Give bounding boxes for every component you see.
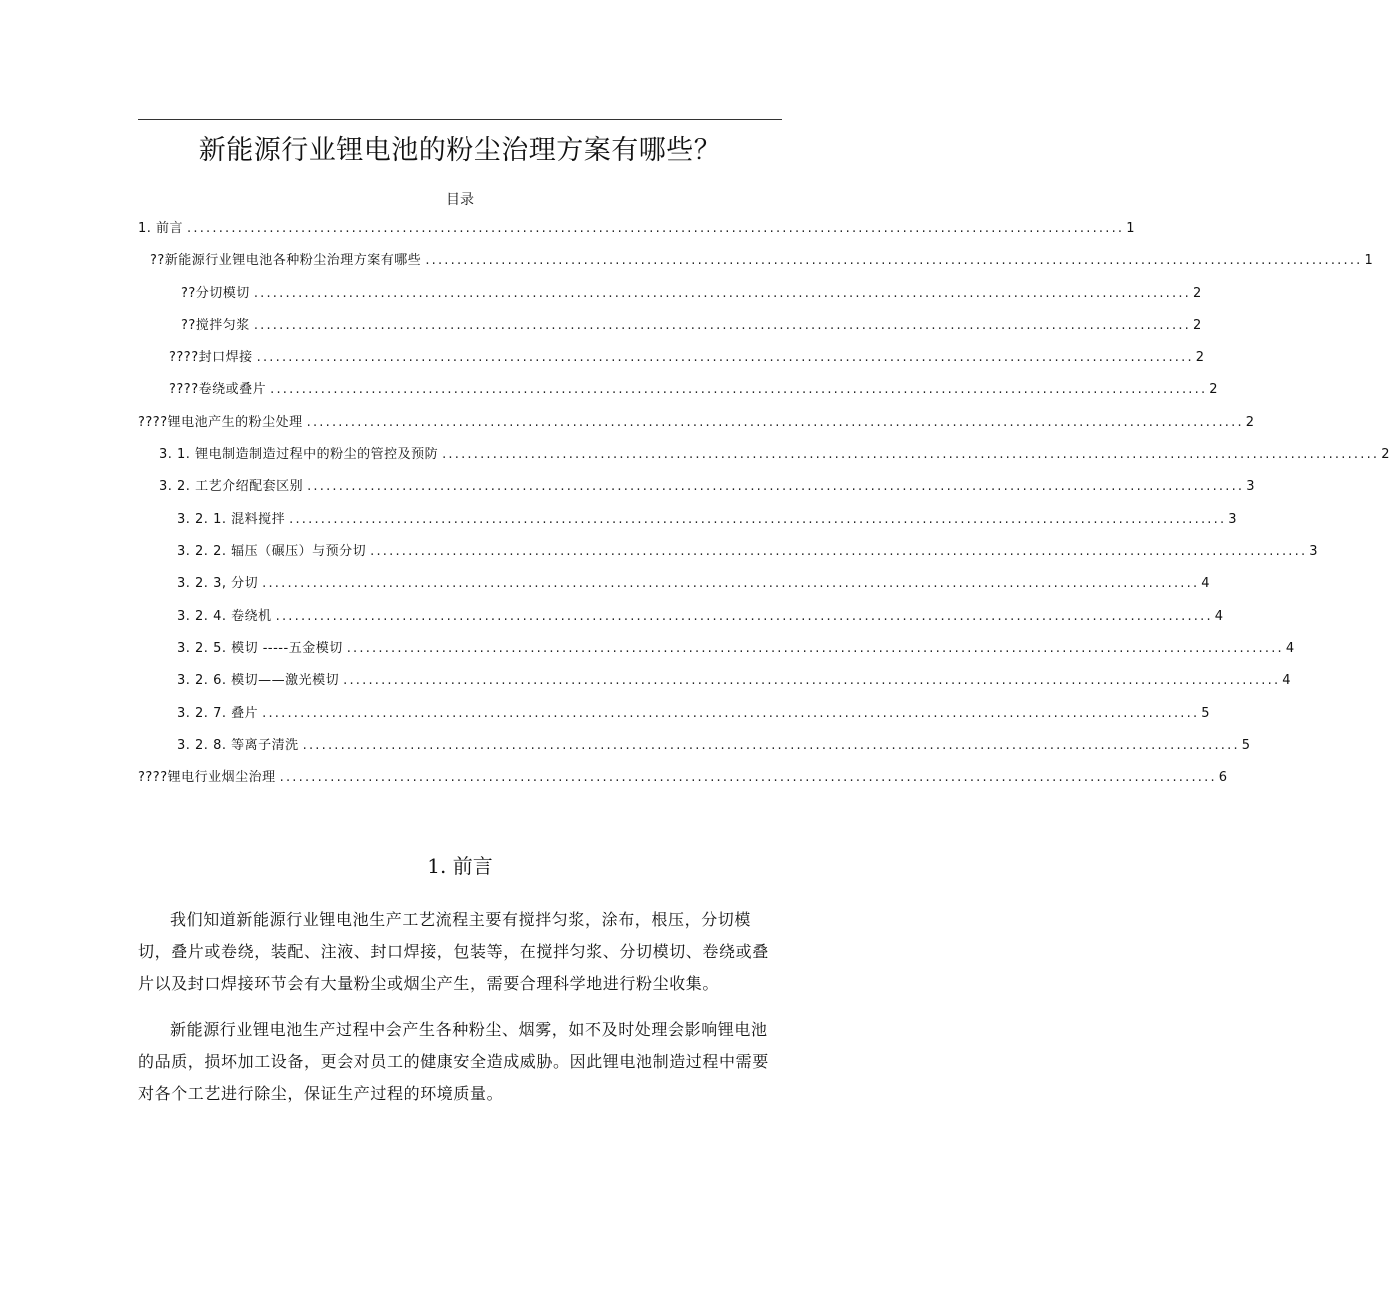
toc-entry-page: 5: [1241, 738, 1251, 753]
toc-entry[interactable]: [169, 343, 1205, 365]
toc-leader-dots: ....................................................................................................................................................: [275, 609, 1213, 624]
toc-entry[interactable]: [138, 408, 1255, 430]
toc-entry-page: 6: [1218, 770, 1228, 785]
toc-entry-page: 5: [1201, 706, 1210, 721]
toc-entry[interactable]: [177, 537, 1318, 559]
toc-entry-page: 3: [1228, 512, 1237, 527]
toc-entry-label: 3. 2. 5. 模切 -----五金模切: [177, 641, 343, 656]
body-paragraph: 新能源行业锂电池生产过程中会产生各种粉尘、烟雾，如不及时处理会影响锂电池的品质，损坏加工设备，更会对员工的健康安全造成威胁。因此锂电池制造过程中需要对各个工艺进行除尘，保证生产过程的环境质量。: [138, 1020, 769, 1103]
toc-entry-label: 3. 2. 工艺介绍配套区别: [159, 479, 304, 494]
toc-entry[interactable]: [150, 246, 1373, 268]
toc-entry[interactable]: [169, 375, 1218, 397]
toc-entry[interactable]: [177, 569, 1210, 591]
toc-entry-label: 3. 2. 2. 辐压（碾压）与预分切: [177, 544, 367, 559]
toc-leader-dots: ....................................................................................................................................................: [306, 415, 1244, 430]
toc-entry-page: 2: [1381, 447, 1390, 462]
toc-entry-label: 3. 2. 8. 等离子清洗: [177, 738, 299, 753]
toc-entry[interactable]: [177, 731, 1251, 753]
toc-entry-page: 2: [1245, 415, 1255, 430]
toc-entry-label: ????锂电池产生的粉尘处理: [138, 415, 303, 430]
toc-entry-label: 3. 2. 7. 叠片: [177, 706, 259, 721]
toc-leader-dots: ....................................................................................................................................................: [346, 641, 1284, 656]
toc-leader-dots: ....................................................................................................................................................: [270, 382, 1208, 397]
header-rule: [138, 119, 782, 120]
toc-entry-page: 2: [1193, 318, 1202, 333]
toc-entry[interactable]: [159, 472, 1255, 494]
toc-leader-dots: ....................................................................................................................................................: [289, 512, 1227, 527]
toc-entry[interactable]: [177, 666, 1291, 688]
toc-leader-dots: ....................................................................................................................................................: [370, 544, 1308, 559]
toc-entry-page: 4: [1214, 609, 1224, 624]
toc-entry[interactable]: [181, 311, 1202, 333]
toc-entry-label: 1. 前言: [138, 221, 184, 236]
toc-leader-dots: ....................................................................................................................................................: [262, 576, 1200, 591]
toc-entry-page: 2: [1195, 350, 1205, 365]
toc-leader-dots: ....................................................................................................................................................: [187, 221, 1125, 236]
toc-entry-label: 3. 1. 锂电制造制造过程中的粉尘的管控及预防: [159, 447, 439, 462]
toc-entry-page: 4: [1201, 576, 1210, 591]
toc-leader-dots: ....................................................................................................................................................: [307, 479, 1245, 494]
toc-entry-page: 4: [1285, 641, 1295, 656]
toc-entry-page: 2: [1209, 382, 1218, 397]
toc-leader-dots: ....................................................................................................................................................: [279, 770, 1217, 785]
toc-leader-dots: ....................................................................................................................................................: [343, 673, 1281, 688]
toc-entry-page: 4: [1282, 673, 1291, 688]
toc-entry-label: 3. 2. 6. 模切——激光模切: [177, 673, 340, 688]
toc-leader-dots: ....................................................................................................................................................: [442, 447, 1380, 462]
toc-entry-label: 3. 2. 1. 混料搅拌: [177, 512, 286, 527]
toc-entry-page: 3: [1309, 544, 1318, 559]
document-title: 新能源行业锂电池的粉尘治理方案有哪些？: [198, 135, 722, 166]
toc-leader-dots: ....................................................................................................................................................: [425, 253, 1363, 268]
toc-entry-label: ????卷绕或叠片: [169, 382, 267, 397]
toc-entry[interactable]: [177, 505, 1237, 527]
toc-heading: 目录: [446, 192, 474, 208]
toc-entry[interactable]: [138, 214, 1135, 236]
toc-entry-page: 3: [1246, 479, 1255, 494]
toc-entry[interactable]: [177, 602, 1224, 624]
section-heading-preface: 1. 前言: [427, 854, 493, 878]
toc-entry-label: 3. 2. 4. 卷绕机: [177, 609, 272, 624]
toc-entry[interactable]: [177, 634, 1295, 656]
toc-leader-dots: ....................................................................................................................................................: [302, 738, 1240, 753]
toc-entry[interactable]: [138, 763, 1228, 785]
toc-entry-label: ????封口焊接: [169, 350, 253, 365]
toc-entry-label: ??搅拌匀浆: [181, 318, 250, 333]
toc-entry-page: 2: [1193, 286, 1202, 301]
toc-entry-label: ??新能源行业锂电池各种粉尘治理方案有哪些: [150, 253, 422, 268]
toc-leader-dots: ....................................................................................................................................................: [256, 350, 1194, 365]
toc-entry-page: 1: [1126, 221, 1135, 236]
toc-entry-label: ??分切模切: [181, 286, 250, 301]
body-paragraph: 我们知道新能源行业锂电池生产工艺流程主要有搅拌匀浆，涂布，根压，分切模切，叠片或卷绕，装配、注液、封口焊接，包装等，在搅拌匀浆、分切模切、卷绕或叠片以及封口焊接环节会有大量粉尘或烟尘产生，需要合理科学地进行粉尘收集。: [138, 910, 769, 993]
toc-entry[interactable]: [159, 440, 1390, 462]
toc-entry-page: 1: [1364, 253, 1373, 268]
toc-entry-label: ????锂电行业烟尘治理: [138, 770, 276, 785]
toc-entry[interactable]: [181, 279, 1202, 301]
toc-leader-dots: ....................................................................................................................................................: [253, 286, 1191, 301]
toc-leader-dots: ....................................................................................................................................................: [262, 706, 1200, 721]
toc-entry[interactable]: [177, 699, 1210, 721]
toc-entry-label: 3. 2. 3, 分切: [177, 576, 259, 591]
toc-leader-dots: ....................................................................................................................................................: [253, 318, 1191, 333]
